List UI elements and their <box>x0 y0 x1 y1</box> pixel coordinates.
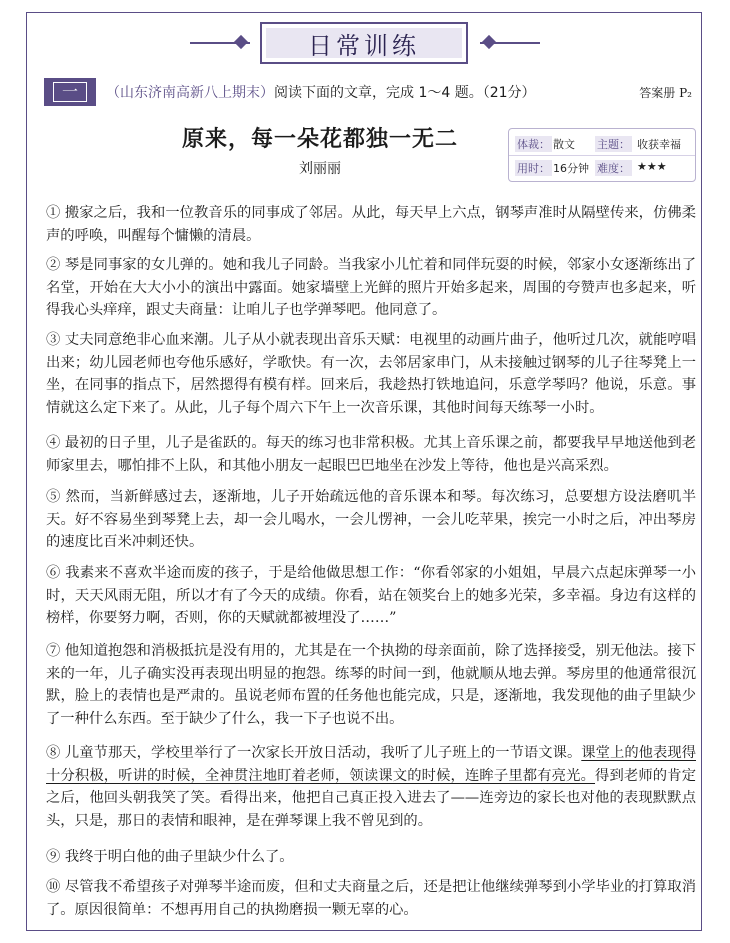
answer-reference: 答案册 P₂ <box>639 86 692 100</box>
section-title: 日常训练 <box>266 28 462 58</box>
genre-value: 散文 <box>553 138 575 151</box>
theme-value: 收获幸福 <box>637 138 681 151</box>
question-instruction: 阅读下面的文章，完成 1～4 题。（21分） <box>274 85 536 101</box>
paragraph-2: ② 琴是同事家的女儿弹的。她和我儿子同龄。当我家小儿忙着和同伴玩耍的时候，邻家小女逐渐练出了名堂，开始在大大小小的演出中露面。她家墙壁上光鲜的照片开始多起来，周围的夸赞声也多起来，听得我心头痒痒，跟丈夫商量：让咱儿子也学弹琴吧。他同意了。 <box>46 257 696 318</box>
paragraph-9: ⑨ 我终于明白他的曲子里缺少什么了。 <box>46 849 294 865</box>
section-header <box>0 16 730 68</box>
paragraph-10: ⑩ 尽管我不希望孩子对弹琴半途而废，但和丈夫商量之后，还是把让他继续弹琴到小学毕业的打算取消了。原因很简单：不想再用自己的执拗磨损一颗无辜的心。 <box>46 879 696 918</box>
paragraph-8 <box>46 742 696 832</box>
header-rule-right <box>480 42 540 44</box>
paragraph-8-rest: 得到老师的肯定之后，他回头朝我笑了笑。看得出来，他把自己真正投入进去了——连旁边的家长也对他的表现默默点头，只是，那日的表情和眼神，是在弹琴课上我不曾见到的。 <box>46 767 696 829</box>
paragraph-3: ③ 丈夫同意绝非心血来潮。儿子从小就表现出音乐天赋：电视里的动画片曲子，他听过几次，就能哼唱出来；幼儿园老师也夸他乐感好，学歌快。有一次，去邻居家串门，从未接触过钢琴的儿子往琴凳上一坐，在同事的指点下，居然摁得有模有样。回来后，我趁热打铁地追问，乐意学琴吗？他说，乐意。事情就这么定下来了。从此，儿子每个周六下午上一次音乐课，其他时间每天练琴一小时。 <box>46 332 696 416</box>
section-title-box <box>260 22 468 64</box>
meta-row-1 <box>509 131 695 156</box>
meta-row-2 <box>509 155 695 179</box>
paragraph-8-intro: ⑧ 儿童节那天，学校里举行了一次家长开放日活动，我听了儿子班上的一节语文课。 <box>46 745 582 761</box>
paragraph-8-underlined: 课堂上的他表现得十分积极，听讲的时候，全神贯注地盯着老师，领读课文的时候，连眸子里都有亮光。 <box>46 745 696 784</box>
paragraph-6: ⑥ 我素来不喜欢半途而废的孩子，于是给他做思想工作：“你看邻家的小姐姐，早晨六点起床弹琴一小时，天天风雨无阻，所以才有了今天的成绩。你看，站在领奖台上的她多光荣，多幸福。身边有这样的榜样，你要努力啊，否则，你的天赋就都被埋没了……” <box>46 565 696 626</box>
article-author: 刘丽丽 <box>299 161 341 177</box>
question-number-badge <box>44 78 96 106</box>
theme-label: 主题： <box>597 138 630 151</box>
paragraph-4: ④ 最初的日子里，儿子是雀跃的。每天的练习也非常积极。尤其上音乐课之前，都要我早早地送他到老师家里去，哪怕排不上队，和其他小朋友一起眼巴巴地坐在沙发上等待，他也是兴高采烈。 <box>46 435 696 474</box>
question-source: （山东济南高新八上期末） <box>106 85 274 101</box>
time-value: 16分钟 <box>553 162 589 175</box>
paragraph-1: ① 搬家之后，我和一位教音乐的同事成了邻居。从此，每天早上六点，钢琴声准时从隔壁传来，仿佛柔声的呼唤，叫醒每个慵懒的清晨。 <box>46 205 696 244</box>
article-meta-box <box>508 128 696 182</box>
paragraph-7: ⑦ 他知道抱怨和消极抵抗是没有用的，尤其是在一个执拗的母亲面前，除了选择接受，别无他法。接下来的一年，儿子确实没再表现出明显的抱怨。练琴的时间一到，他就顺从地去弹。琴房里的他通常很沉默，脸上的表情也是严肃的。虽说老师布置的任务他也能完成，只是，逐渐地，我发现他的曲子里缺少了一种什么东西。至于缺少了什么，我一下子也说不出。 <box>46 643 696 727</box>
time-label: 用时： <box>517 162 550 175</box>
genre-label: 体裁： <box>517 138 550 151</box>
question-number: 一 <box>53 82 87 102</box>
difficulty-label: 难度： <box>597 162 630 175</box>
diamond-ornament-left <box>234 35 248 49</box>
article-title: 原来，每一朵花都独一无二 <box>181 126 458 152</box>
question-text <box>106 82 536 102</box>
question-row <box>44 78 692 106</box>
paragraph-5: ⑤ 然而，当新鲜感过去，逐渐地，儿子开始疏远他的音乐课本和琴。每次练习，总要想方设法磨叽半天。好不容易坐到琴凳上去，却一会儿喝水，一会儿愣神，一会儿吃苹果，挨完一小时之后，冲出琴房的速度比百米冲刺还快。 <box>46 489 696 550</box>
difficulty-value: ★★★ <box>637 160 667 173</box>
